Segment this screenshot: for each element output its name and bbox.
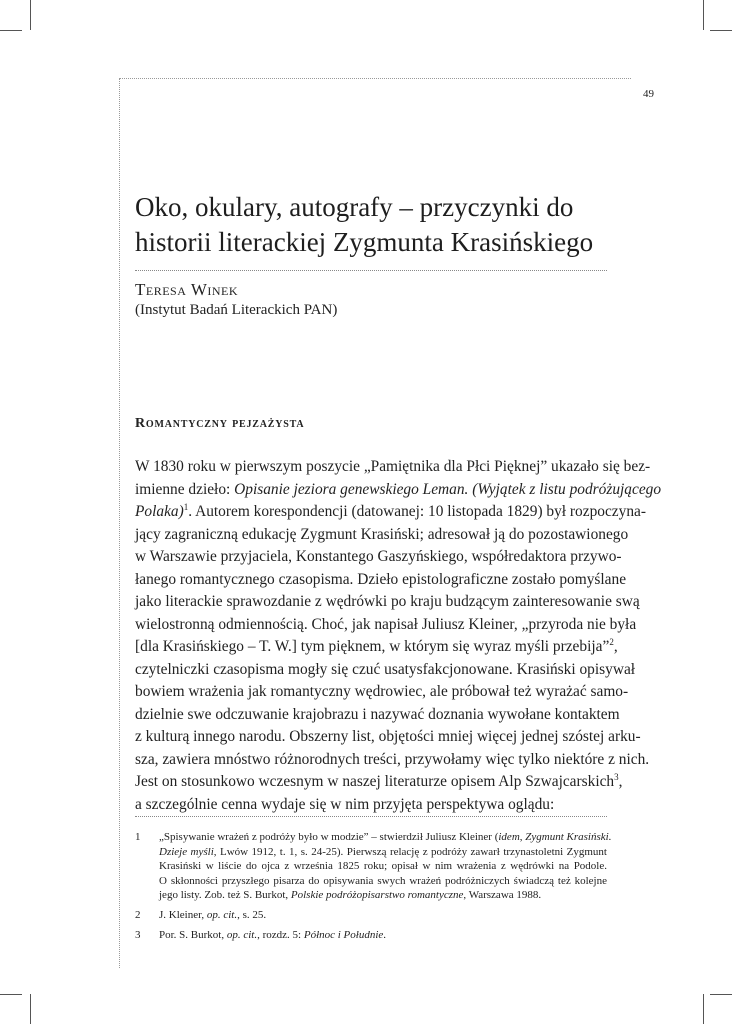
crop-mark-top-right-h [710,30,732,31]
body-line: Jest on stosunkowo wczesnym w naszej literaturze opisem Alp Szwajcarskich$^3$, [135,771,623,790]
body-line: w Warszawie przyjaciela, Konstantego Gaszyńskiego, współredaktora przywo- [135,548,622,565]
footnote-line: jego listy. Zob. też S. Burkot, Polskie podróżopisarstwo romantyczne, Warszawa 1988. [159,889,542,902]
body-line: [dla Krasińskiego – T. W.] tym pięknem, w którym się wyraz myśli przebija”$^2$, [135,636,618,655]
body-line: bowiem wrażenia jak romantyczny wędrowiec, ale próbował też wyrażać samo- [135,683,629,700]
body-line: sza, zawiera mnóstwo różnorodnych treści, przywołamy więc tylko niektóre z nich. [135,750,650,768]
body-line: dzielnie swe odczuwanie krajobrazu i nazywać doznania wywołane kontaktem [135,705,620,723]
page-number: 49 [643,88,654,100]
crop-mark-top-left [30,0,31,30]
footnote-ref-1[interactable]: 1 [183,501,189,512]
body-line: a szczególnie cenna wydaje się w nim przyjęta perspektywa oglądu: [135,795,555,813]
title-divider [135,270,607,271]
footnote-2 [135,908,607,923]
footnote-line: Krasiński w liście do ojca z września 1825 roku; opisał w nim wrażenia z wędrówki na Podole. [159,860,607,873]
page-frame-top [119,78,631,79]
title-line-1: Oko, okulary, autografy – przyczynki do [135,192,574,222]
body-line: imienne dzieło: Opisanie jeziora genewskiego Leman. (Wyjątek z listu podróżującego [135,480,662,498]
footnote-line: J. Kleiner, op. cit., s. 25. [159,908,267,921]
crop-mark-top-right [703,0,704,30]
body-line: z kulturą innego narodu. Obszerny list, objętości mniej więcej jednej szóstej arku- [135,728,641,745]
footnote-number: 3 [135,928,141,941]
footnote-line: O skłonności przyszłego pisarza do opisywania swych wrażeń podróżniczych świadczą też kolejne [159,874,607,887]
crop-mark-bottom-left [30,994,31,1024]
crop-mark-bottom-left-h [0,994,22,995]
article-title [135,190,615,260]
body-line: jący zagraniczną edukację Zygmunt Krasiński; adresował ją do pozostawionego [135,525,629,543]
body-paragraph [135,456,662,816]
footnote-ref-2[interactable]: 2 [609,636,614,647]
work-title-italic: Polaka) [135,503,184,520]
author-affiliation: (Instytut Badań Literackich PAN) [135,302,338,318]
title-line-2: historii literackiej Zygmunta Krasińskiego [135,227,594,257]
footnote-number: 2 [135,908,141,921]
crop-mark-top-left-h [0,30,22,31]
footnote-number: 1 [135,831,141,843]
crop-mark-bottom-right-h [710,994,732,995]
crop-mark-bottom-right [703,994,704,1024]
author-name: Teresa Winek [135,280,239,299]
footnote-line: Dzieje myśli, Lwów 1912, t. 1, s. 24-25). Pierwszą relację z podróży zawarł trzynastoletni Zygmunt [159,845,607,858]
footnote-1 [135,830,612,903]
footnote-divider [135,816,607,817]
body-line: jako literackie sprawozdanie z wędrówki po kraju budzącym zainteresowanie swą [135,593,640,610]
footnote-line: „Spisywanie wrażeń z podróży było w modzie” – stwierdził Juliusz Kleiner (idem, Zygmunt Krasiński. [159,831,612,843]
body-line: łanego romantycznego czasopisma. Dzieło epistolograficzne zostało pomyślane [135,570,627,588]
work-title-italic: Opisanie jeziora genewskiego Leman. (Wyjątek z listu podróżującego [234,480,662,498]
page-frame-left [119,78,120,968]
body-line: czytelniczki czasopisma mogły się czuć usatysfakcjonowane. Krasiński opisywał [135,660,636,678]
footnotes [135,830,612,947]
body-line: Polaka)$^1$. Autorem korespondencji (datowanej: 10 listopada 1829) był rozpoczyna- [135,501,646,520]
footnote-3 [135,928,607,943]
section-heading: Romantyczny pejzażysta [135,416,305,431]
body-line: wielostronną odmiennością. Choć, jak napisał Juliusz Kleiner, „przyroda nie była [135,615,637,633]
body-line: W 1830 roku w pierwszym poszycie „Pamiętnika dla Płci Pięknej” ukazało się bez- [135,458,651,475]
footnote-line: Por. S. Burkot, op. cit., rozdz. 5: Północ i Południe. [159,928,387,941]
footnote-ref-3[interactable]: 3 [614,771,619,782]
